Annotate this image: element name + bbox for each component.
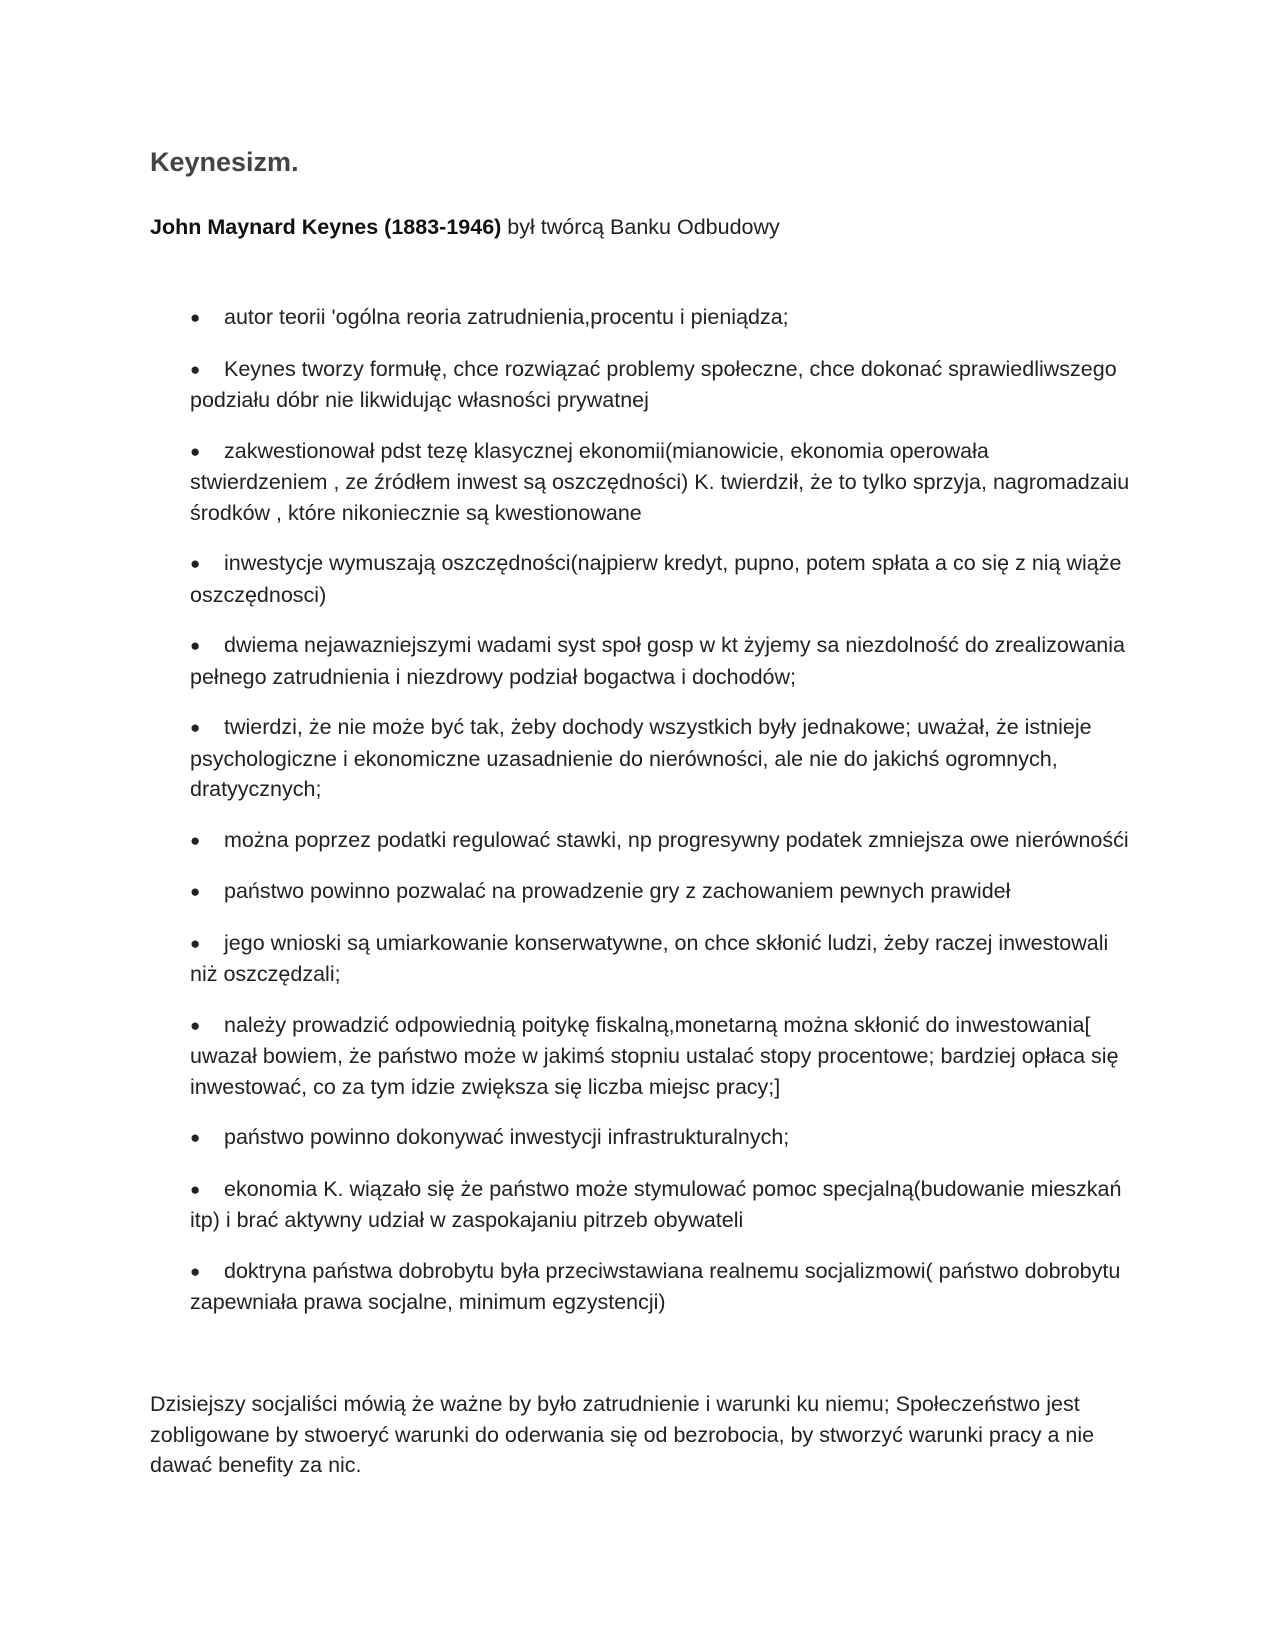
bullet-icon: ●: [190, 359, 201, 379]
list-item: [190, 876, 1130, 908]
intro-paragraph: [150, 212, 780, 242]
list-item-text: można poprzez podatki regulować stawki, np progresywny podatek zmniejsza owe nierównośći: [224, 827, 1129, 852]
bullet-icon: ●: [190, 308, 201, 327]
intro-text: był twórcą Banku Odbudowy: [501, 215, 780, 239]
list-item: [190, 1256, 1130, 1318]
list-item-text: inwestycje wymuszają oszczędności(najpierw kredyt, pupno, potem spłata a co się z nią wiąże oszczędnosci): [190, 551, 1122, 607]
closing-paragraph: Dzisiejszy socjaliści mówią że ważne by było zatrudnienie i warunki ku niemu; Społeczeństwo jest zobligowane by stwoeryć warunki do oderwania się od bezrobocia, by stworzyć warunki pracy a nie dawać benefity za nic.: [150, 1392, 1095, 1477]
bullet-icon: ●: [190, 830, 201, 850]
list-item: [190, 630, 1130, 692]
bullet-icon: ●: [190, 1015, 201, 1035]
list-item: [190, 548, 1130, 610]
bullet-icon: ●: [190, 882, 201, 901]
list-item: [190, 928, 1130, 990]
intro-author: John Maynard Keynes (1883-1946): [150, 215, 502, 239]
document-title: Keynesizm.: [150, 147, 299, 177]
list-item: [190, 1010, 1130, 1103]
bullet-icon: ●: [190, 636, 201, 655]
list-item-text: Keynes tworzy formułę, chce rozwiązać problemy społeczne, chce dokonać sprawiedliwszego podziału dóbr nie likwidując własności prywatnej: [190, 356, 1117, 412]
bullet-icon: ●: [190, 1261, 201, 1281]
list-item: [190, 1174, 1130, 1236]
list-item-text: autor teorii 'ogólna reoria zatrudnienia,procentu i pieniądza;: [224, 305, 789, 329]
list-item-text: dwiema nejawazniejszymi wadami syst społ gosp w kt żyjemy sa niezdolność do zrealizowania pełnego zatrudnienia i niezdrowy podział bogactwa i dochodów;: [190, 633, 1125, 689]
bullet-icon: ●: [190, 933, 201, 953]
bullet-icon: ●: [190, 554, 201, 573]
list-item-text: jego wnioski są umiarkowanie konserwatywne, on chce skłonić ludzi, żeby raczej inwestowali niż oszczędzali;: [190, 930, 1109, 986]
list-item-text: należy prowadzić odpowiednią poitykę fiskalną,monetarną można skłonić do inwestowania[ uwazał bowiem, że państwo może w jakimś stopniu ustalać stopy procentowe; bardziej opłaca się inwestować, co za tym idzie zwiększa się liczba miejsc pracy;]: [190, 1012, 1119, 1099]
list-item-text: ekonomia K. wiązało się że państwo może stymulować pomoc specjalną(budowanie mieszkań itp) i brać aktywny udział w zaspokajaniu pitrzeb obywateli: [190, 1176, 1122, 1232]
list-item: [190, 302, 1130, 334]
list-item: [190, 1122, 1130, 1154]
bullet-icon: ●: [190, 1128, 201, 1147]
list-item-text: zakwestionował pdst tezę klasycznej ekonomii(mianowicie, ekonomia operowała stwierdzeniem , ze źródłem inwest są oszczędności) K. twierdził, że to tylko sprzyja, nagromadzaiu środków , które nikoniecznie są kwestionowane: [190, 438, 1130, 525]
bullet-icon: ●: [190, 441, 201, 461]
bullet-list: [190, 302, 1130, 1338]
list-item-text: twierdzi, że nie może być tak, żeby dochody wszystkich były jednakowe; uważał, że istnieje psychologiczne i ekonomiczne uzasadnienie do nierówności, ale nie do jakichś ogromnych, dratyycznych;: [190, 715, 1092, 801]
list-item-text: doktryna państwa dobrobytu była przeciwstawiana realnemu socjalizmowi( państwo dobrobytu zapewniała prawa socjalne, minimum egzystencji): [190, 1258, 1121, 1314]
bullet-icon: ●: [190, 1179, 201, 1199]
list-item: [190, 436, 1130, 529]
list-item-text: państwo powinno pozwalać na prowadzenie gry z zachowaniem pewnych prawideł: [224, 879, 1011, 903]
list-item: [190, 712, 1130, 805]
list-item: [190, 354, 1130, 416]
bullet-icon: ●: [190, 718, 201, 737]
list-item-text: państwo powinno dokonywać inwestycji infrastrukturalnych;: [224, 1125, 790, 1149]
list-item: [190, 825, 1130, 857]
